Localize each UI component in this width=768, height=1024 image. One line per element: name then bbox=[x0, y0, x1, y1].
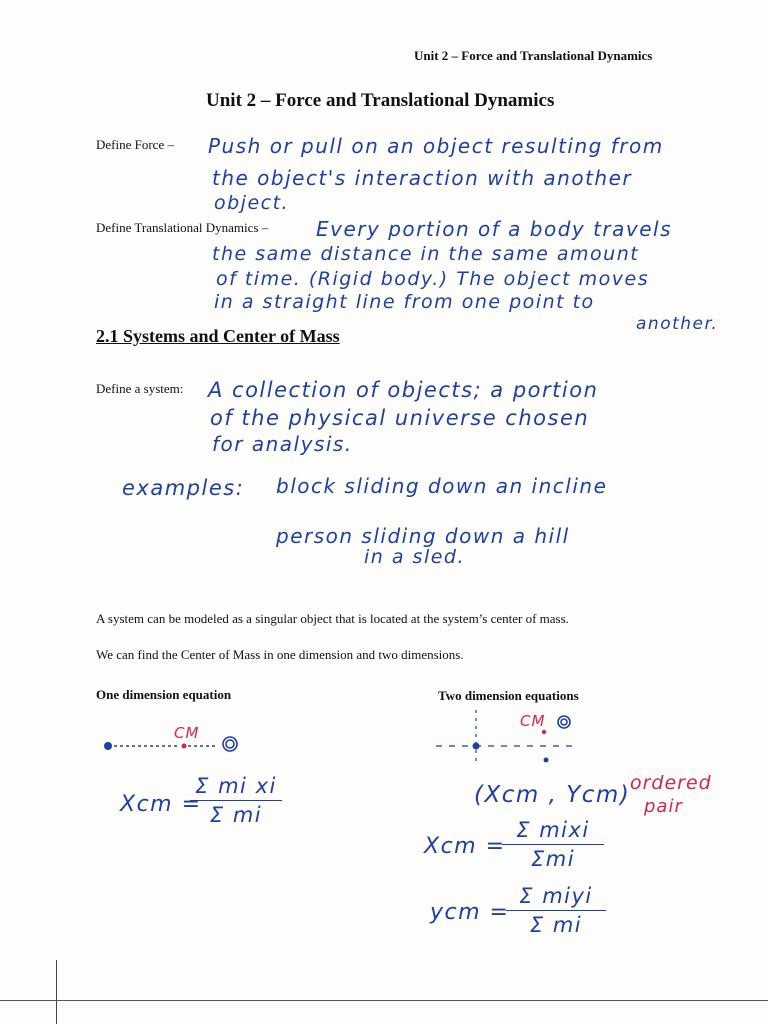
x-cm-fraction bbox=[502, 818, 604, 871]
ordered-pair-note-2: pair bbox=[644, 796, 683, 817]
mass-scribble-2d-inner bbox=[561, 719, 567, 725]
one-dimension-cm-label: CM bbox=[174, 724, 200, 742]
two-dimension-cm-label: CM bbox=[520, 712, 546, 730]
one-dimension-numerator: Σ mi xi bbox=[195, 774, 277, 798]
define-force-label: Define Force – bbox=[96, 137, 174, 152]
system-answer-line-2: of the physical universe chosen bbox=[210, 406, 590, 430]
one-dimension-denominator: Σ mi bbox=[209, 803, 263, 827]
paragraph-center-of-mass: We can find the Center of Mass in one dimension and two dimensions. bbox=[96, 647, 464, 662]
force-answer-line-2: the object's interaction with another bbox=[212, 166, 633, 190]
y-cm-lhs: ycm = bbox=[430, 900, 510, 925]
example-2-line-2: in a sled. bbox=[364, 546, 466, 568]
force-answer-line-1: Push or pull on an object resulting from bbox=[208, 134, 664, 158]
x-cm-denominator: Σmi bbox=[530, 847, 576, 871]
define-system-label: Define a system: bbox=[96, 381, 184, 396]
one-dimension-heading: One dimension equation bbox=[96, 687, 232, 702]
cm-dot-2d bbox=[542, 730, 546, 734]
y-cm-numerator: Σ miyi bbox=[519, 884, 593, 908]
running-header: Unit 2 – Force and Translational Dynamics bbox=[414, 48, 653, 63]
one-dimension-fraction bbox=[190, 774, 282, 827]
fraction-bar bbox=[190, 800, 282, 801]
two-dimension-diagram bbox=[436, 706, 586, 770]
one-dimension-lhs: Xcm = bbox=[120, 792, 202, 817]
section-heading: 2.1 Systems and Center of Mass bbox=[96, 326, 340, 346]
mass-dot-below bbox=[544, 758, 549, 763]
margin-line bbox=[56, 960, 57, 1024]
examples-label: examples: bbox=[122, 476, 245, 500]
mass-scribble-inner bbox=[226, 740, 234, 748]
paragraph-system-model: A system can be modeled as a singular object that is located at the system’s center of mass. bbox=[96, 611, 569, 626]
y-cm-fraction bbox=[506, 884, 606, 937]
define-translational-label: Define Translational Dynamics – bbox=[96, 220, 269, 235]
page-title: Unit 2 – Force and Translational Dynamics bbox=[206, 90, 555, 111]
two-dimension-heading: Two dimension equations bbox=[438, 688, 579, 703]
fraction-bar bbox=[502, 844, 604, 845]
mass-dot-left bbox=[104, 742, 112, 750]
mass-scribble-outer bbox=[223, 737, 237, 751]
ordered-pair-note-1: ordered bbox=[630, 772, 712, 794]
translational-answer-line-5: another. bbox=[636, 314, 719, 334]
example-1: block sliding down an incline bbox=[276, 474, 608, 498]
cm-dot bbox=[182, 744, 187, 749]
ordered-pair: (Xcm , Ycm) bbox=[474, 782, 631, 808]
fraction-bar bbox=[506, 910, 606, 911]
translational-answer-line-2: the same distance in the same amount bbox=[212, 243, 640, 265]
translational-answer-line-1: Every portion of a body travels bbox=[316, 217, 673, 241]
x-cm-numerator: Σ mixi bbox=[516, 818, 590, 842]
mass-scribble-2d-outer bbox=[558, 716, 570, 728]
system-answer-line-1: A collection of objects; a portion bbox=[208, 378, 599, 402]
force-answer-line-3: object. bbox=[214, 192, 290, 214]
system-answer-line-3: for analysis. bbox=[212, 432, 353, 456]
mass-dot-origin bbox=[473, 743, 480, 750]
x-cm-lhs: Xcm = bbox=[424, 834, 506, 859]
y-cm-denominator: Σ mi bbox=[529, 913, 583, 937]
example-2-line-1: person sliding down a hill bbox=[276, 524, 570, 548]
translational-answer-line-4: in a straight line from one point to bbox=[214, 291, 595, 313]
bottom-rule bbox=[0, 1000, 768, 1001]
translational-answer-line-3: of time. (Rigid body.) The object moves bbox=[216, 268, 650, 290]
